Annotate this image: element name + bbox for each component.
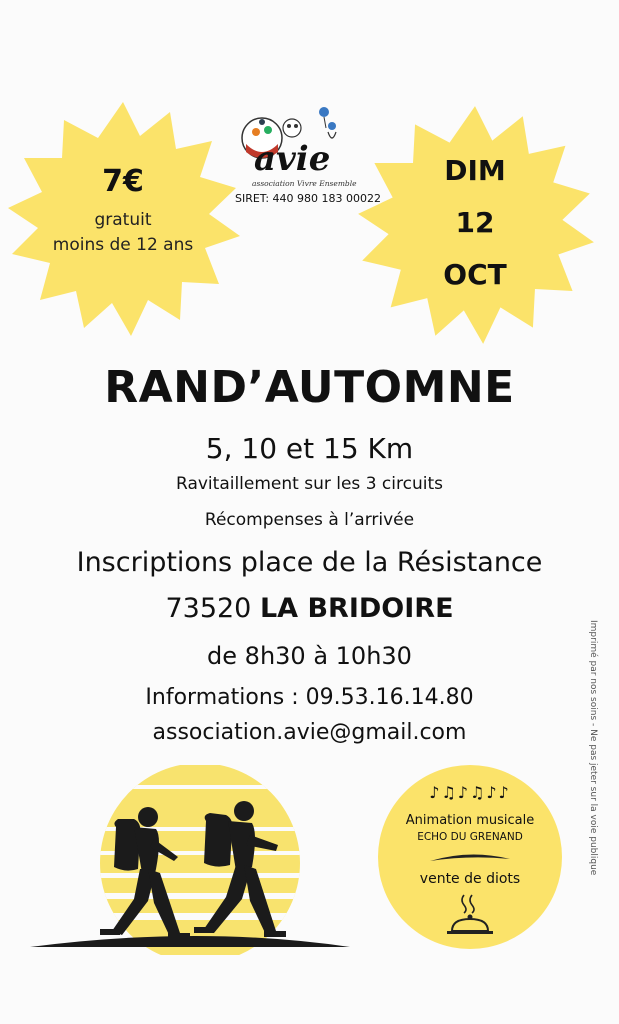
- hikers-illustration: [30, 765, 350, 955]
- event-title: RAND’AUTOMNE: [104, 362, 515, 413]
- svg-text:avie: avie: [254, 139, 331, 179]
- music-notes-icon: ♪♫♪♫♪♪: [429, 783, 511, 802]
- registration-place: Inscriptions place de la Résistance: [76, 547, 543, 578]
- date-month: OCT: [443, 258, 507, 291]
- price-note-line1: gratuit: [94, 210, 152, 230]
- supply-info: Ravitaillement sur les 3 circuits: [176, 474, 443, 494]
- logo-graphic: [232, 100, 392, 195]
- address: [0, 593, 619, 624]
- band-name: ECHO DU GRENAND: [417, 831, 523, 843]
- hikers-sun-graphic: [30, 765, 350, 955]
- postcode: 73520: [165, 593, 252, 624]
- email-address: association.avie@gmail.com: [152, 720, 467, 745]
- date-number: 12: [455, 206, 495, 239]
- price-note-line2: moins de 12 ans: [52, 235, 194, 255]
- music-circle: [378, 765, 562, 949]
- price-starburst: [0, 96, 246, 342]
- town: LA BRIDOIRE: [259, 593, 454, 624]
- distances: 5, 10 et 15 Km: [205, 432, 414, 465]
- swoosh-divider: [428, 851, 512, 865]
- date-day: DIM: [444, 154, 506, 187]
- siret-number: SIRET: 440 980 183 00022: [234, 192, 381, 205]
- svg-text:association Vivre Ensemble: association Vivre Ensemble: [252, 179, 357, 188]
- rewards-info: Récompenses à l’arrivée: [204, 510, 415, 530]
- opening-hours: de 8h30 à 10h30: [207, 642, 412, 670]
- serving-dish-icon: [444, 893, 496, 937]
- food-sale: vente de diots: [419, 871, 521, 887]
- music-title: Animation musicale: [405, 813, 535, 828]
- printing-notice: Imprimé par nos soins - Ne pas jeter sur la voie publique: [588, 620, 598, 876]
- phone-info: Informations : 09.53.16.14.80: [145, 685, 474, 710]
- price-amount: 7€: [102, 164, 144, 199]
- price-note: [0, 208, 246, 258]
